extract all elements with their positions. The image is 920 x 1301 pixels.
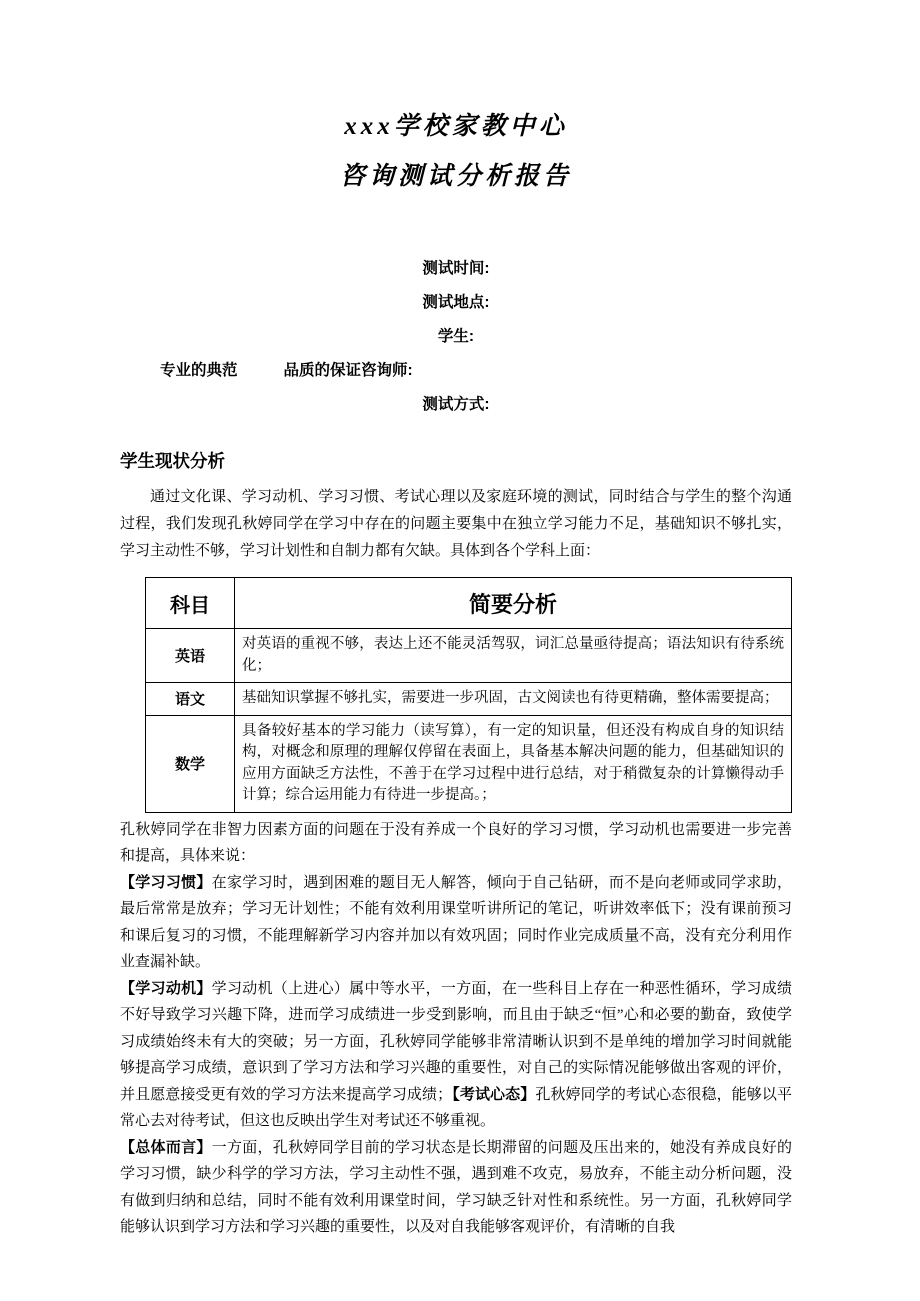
analysis-paragraphs (120, 817, 792, 1241)
field-consultant-label: 咨询师: (361, 362, 413, 379)
subject-cell: 英语 (146, 629, 235, 683)
table-row (146, 629, 792, 683)
body-paragraph (120, 870, 792, 976)
doc-title-line2: 咨询测试分析报告 (339, 163, 572, 190)
paragraph-text: 学习动机（上进心）属中等水平，一方面，在一些科目上存在一种恶性循环，学习成绩不好导致学习兴趣下降，进而学习成绩进一步受到影响，而且由于缺乏“恒”心和必要的勤奋，致使学习成绩始终未有大的突破；另一方面，孔秋婷同学能够非常清晰认识到不是单纯的增加学习时间就能够提高学习成绩，意识到了学习方法和学习兴趣的重要性，对自己的实际情况能够做出客观的评价，并且愿意接受更有效的学习方法来提高学习成绩； (120, 980, 792, 1103)
paragraph-label: 【总体而言】 (120, 1138, 212, 1156)
section-title: 学生现状分析 (120, 451, 225, 471)
subject-analysis-table (145, 577, 792, 813)
analysis-cell: 具备较好基本的学习能力（读写算），有一定的知识量，但还没有构成自身的知识结构，对概念和原理的理解仅停留在表面上，具备基本解决问题的能力，但基础知识的应用方面缺乏方法性，不善于在学习过程中进行总结，对于稍微复杂的计算懒得动手计算；综合运用能力有待进一步提高。； (235, 715, 792, 812)
paragraph-text: 一方面，孔秋婷同学目前的学习状态是长期滞留的问题及压出来的，她没有养成良好的学习习惯，缺少科学的学习方法，学习主动性不强，遇到难不攻克，易放弃，不能主动分析问题，没有做到归纳和总结，同时不能有效利用课堂时间，学习缺乏针对性和系统性。另一方面，孔秋婷同学能够认识到学习方法和学习兴趣的重要性，以及对自我能够客观评价，有清晰的自我 (120, 1139, 792, 1235)
subject-cell: 语文 (146, 683, 235, 716)
field-test-method: 测试方式: (422, 396, 490, 413)
header-subject: 科目 (146, 578, 235, 629)
paragraph-text: 在家学习时，遇到困难的题目无人解答，倾向于自己钻研，而不是向老师或同学求助，最后常常是放弃；学习无计划性；不能有效利用课堂听讲所记的笔记，听讲效率低下；没有课前预习和课后复习的习惯，不能理解新学习内容并加以有效巩固；同时作业完成质量不高，没有充分利用作业查漏补缺。 (120, 874, 792, 970)
intro-paragraph: 通过文化课、学习动机、学习习惯、考试心理以及家庭环境的测试，同时结合与学生的整个沟通过程，我们发现孔秋婷同学在学习中存在的问题主要集中在独立学习能力不足，基础知识不够扎实，学习主动性不够，学习计划性和自制力都有欠缺。具体到各个学科上面： (120, 489, 792, 559)
field-consultant-line (120, 354, 792, 388)
body-paragraph (120, 976, 792, 1135)
body-paragraph (120, 1135, 792, 1241)
letterhead-motto-right: 品质的保证 (283, 362, 362, 379)
table-row (146, 683, 792, 716)
table-header-row (146, 578, 792, 629)
analysis-cell: 基础知识掌握不够扎实，需要进一步巩固，古文阅读也有待更精确，整体需要提高； (235, 683, 792, 716)
header-fields (120, 252, 792, 422)
paragraph-text: 孔秋婷同学的考试心态很稳，能够以平常心去对待考试，但这也反映出学生对考试还不够重视。 (120, 1086, 792, 1129)
analysis-cell: 对英语的重视不够，表达上还不能灵活驾驭，词汇总量亟待提高；语法知识有待系统化； (235, 629, 792, 683)
paragraph-label: 【学习动机】 (120, 979, 212, 997)
paragraph-label: 【学习习惯】 (120, 873, 212, 891)
paragraph-text: 孔秋婷同学在非智力因素方面的问题在于没有养成一个良好的学习习惯，学习动机也需要进一步完善和提高，具体来说： (120, 821, 792, 864)
doc-title-line1: xxx学校家教中心 (344, 113, 568, 140)
field-test-time: 测试时间: (422, 260, 490, 277)
field-test-location: 测试地点: (422, 294, 490, 311)
header-analysis: 简要分析 (235, 578, 792, 629)
field-student: 学生: (437, 328, 475, 345)
paragraph-label: 【考试心态】 (452, 1085, 536, 1103)
body-paragraph (120, 817, 792, 870)
table-row (146, 715, 792, 812)
subject-cell: 数学 (146, 715, 235, 812)
letterhead-motto-left: 专业的典范 (160, 362, 238, 379)
